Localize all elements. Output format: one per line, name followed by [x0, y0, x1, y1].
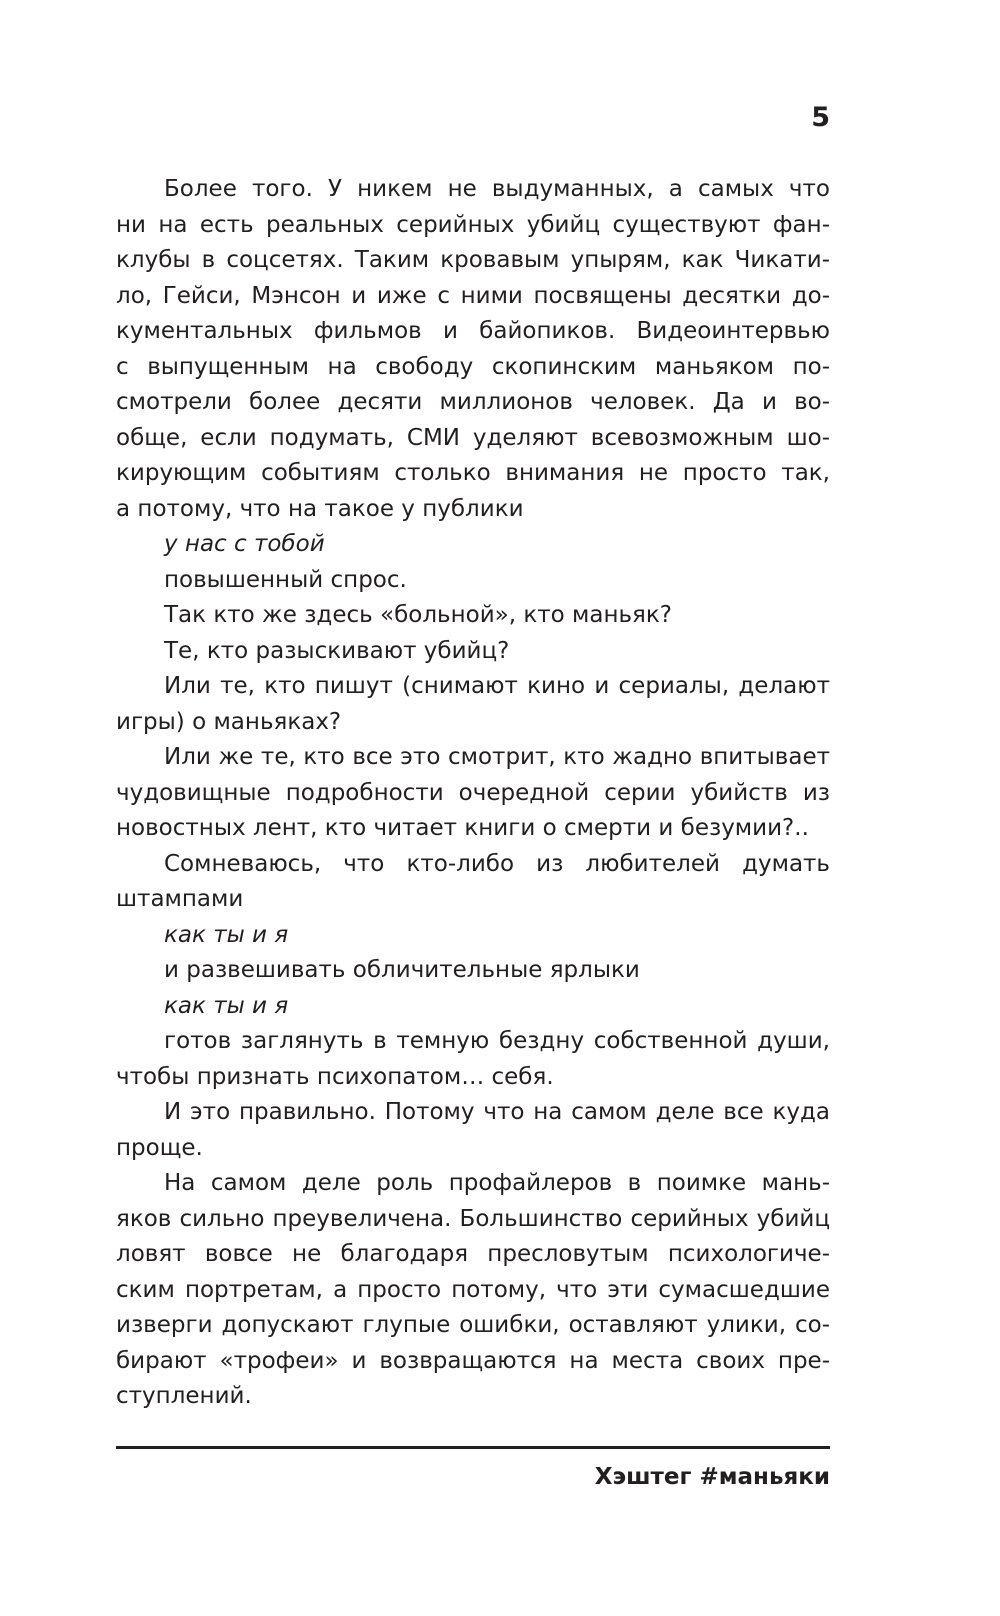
text-line: чудовищные подробности очередной серии убийств из [116, 779, 830, 806]
text-line: обще, если подумать, СМИ уделяют всевозможным шо- [116, 424, 830, 451]
text-line: Более того. У никем не выдуманных, а самых что [164, 176, 830, 202]
text-line: И это правильно. Потому что на самом деле все куда [164, 1099, 830, 1125]
footer-divider [116, 1446, 830, 1449]
text-line: и развешивать обличительные ярлыки [164, 957, 640, 983]
text-line: а потому, что на такое у публики [116, 495, 524, 522]
text-line: клубы в соцсетях. Таким кровавым упырям, как Чикати- [116, 247, 830, 273]
text-line: игры) о маньяках? [116, 708, 342, 735]
text-line: Так кто же здесь «больной», кто маньяк? [164, 602, 672, 628]
text-line: проще. [116, 1134, 203, 1161]
text-line: ступлений. [116, 1383, 252, 1409]
text-line: бирают «трофеи» и возвращаются на места своих пре- [116, 1347, 830, 1374]
text-line: кирующим событиям столько внимания не просто так, [116, 460, 830, 486]
text-line: изверги допускают глупые ошибки, оставляют улики, со- [116, 1312, 830, 1338]
text-line: ло, Гейси, Мэнсон и иже с ними посвящены десятки до- [116, 282, 830, 309]
text-line: новостных лент, кто читает книги о смерти и безумии?.. [116, 815, 809, 841]
text-line: как ты и я [164, 921, 289, 948]
running-footer-title: Хэштег #маньяки [594, 1464, 830, 1490]
text-line: с выпущенным на свободу скопинским маньяком по- [116, 353, 830, 380]
text-line: как ты и я [164, 992, 289, 1019]
text-line: чтобы признать психопатом… себя. [116, 1063, 554, 1090]
text-line: смотрели более десяти миллионов человек. Да и во- [116, 389, 830, 415]
text-line: ским портретам, а просто потому, что эти сумасшедшие [116, 1276, 830, 1303]
body-text [116, 172, 830, 1415]
text-line: Или же те, кто все это смотрит, кто жадно впитывает [164, 744, 830, 770]
text-line: яков сильно преувеличена. Большинство серийных убийц [116, 1205, 830, 1232]
text-line: ловят вовсе не благодаря пресловутым психологиче- [116, 1241, 830, 1267]
text-line: Сомневаюсь, что кто-либо из любителей думать [164, 850, 830, 877]
text-line: Те, кто разыскивают убийц? [164, 637, 510, 664]
text-line: На самом деле роль профайлеров в поимке мань- [164, 1170, 830, 1196]
text-line: готов заглянуть в темную бездну собственной души, [164, 1028, 830, 1054]
text-line: кументальных фильмов и байопиков. Видеоинтервью [116, 318, 830, 344]
text-line: штампами [116, 886, 244, 912]
page-number: 5 [811, 102, 830, 133]
text-line: Или те, кто пишут (снимают кино и сериалы, делают [164, 673, 830, 699]
text-line: повышенный спрос. [164, 566, 407, 593]
text-line: у нас с тобой [164, 531, 325, 557]
text-line: ни на есть реальных серийных убийц существуют фан- [116, 211, 830, 238]
